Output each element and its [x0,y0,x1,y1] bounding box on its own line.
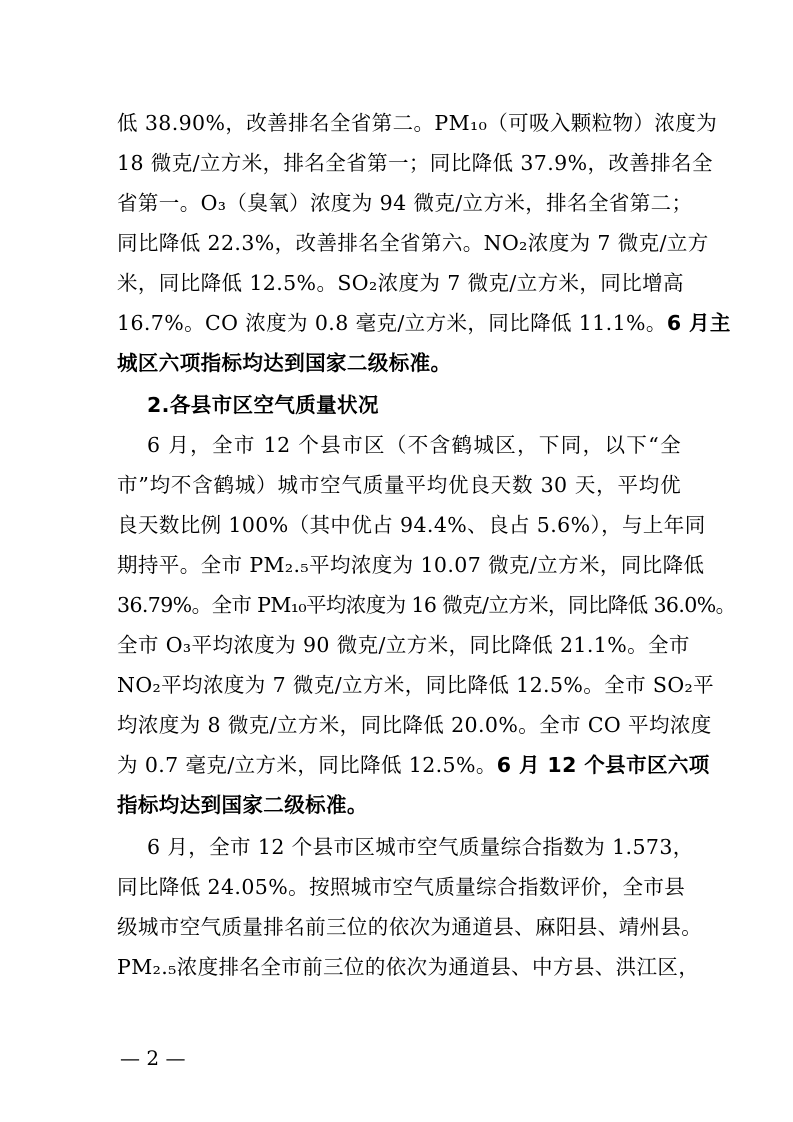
body-line: 36.79%。全市 PM₁₀平均浓度为 16 微克/立方米，同比降低 36.0%。 [117,593,736,617]
body-line: 6 月，全市 12 个县市区城市空气质量综合指数为 1.573， [147,835,694,859]
body-line: 18 微克/立方米，排名全省第一；同比降低 37.9%，改善排名全 [117,151,713,175]
body-line: 期持平。全市 PM₂.₅平均浓度为 10.07 微克/立方米，同比降低 [117,553,705,577]
body-line: 同比降低 24.05%。按照城市空气质量综合指数评价，全市县 [117,875,686,899]
body-line: 均浓度为 8 微克/立方米，同比降低 20.0%。全市 CO 平均浓度 [117,713,712,737]
body-text: 16.7%。CO 浓度为 0.8 毫克/立方米，同比降低 11.1%。 [117,311,667,335]
body-line: 级城市空气质量排名前三位的依次为通道县、麻阳县、靖州县。 [117,915,703,939]
body-line: 低 38.90%，改善排名全省第二。PM₁₀（可吸入颗粒物）浓度为 [117,111,718,135]
bold-conclusion-text: 6 月主 [666,311,731,335]
body-line: 米，同比降低 12.5%。SO₂浓度为 7 微克/立方米，同比增高 [117,271,684,295]
bold-conclusion-line: 指标均达到国家二级标准。 [117,793,368,817]
body-line-mixed [117,745,710,785]
body-line: 全市 O₃平均浓度为 90 微克/立方米，同比降低 21.1%。全市 [117,633,690,657]
body-line: NO₂平均浓度为 7 微克/立方米，同比降低 12.5%。全市 SO₂平 [117,673,715,697]
section-heading: 2.各县市区空气质量状况 [147,393,379,417]
bold-conclusion-line: 城区六项指标均达到国家二级标准。 [117,351,452,375]
body-line: 6 月，全市 12 个县市区（不含鹤城区，下同，以下“全 [147,433,681,457]
body-line-mixed [117,303,731,343]
body-text: 为 0.7 毫克/立方米，同比降低 12.5%。 [117,753,497,777]
body-line: 良天数比例 100%（其中优占 94.4%、良占 5.6%），与上年同 [117,513,706,537]
bold-conclusion-text: 6 月 12 个县市区六项 [496,753,710,777]
body-line: 市”均不含鹤城）城市空气质量平均优良天数 30 天，平均优 [117,473,681,497]
body-line: 同比降低 22.3%，改善排名全省第六。NO₂浓度为 7 微克/立方 [117,231,709,255]
body-line: PM₂.₅浓度排名全市前三位的依次为通道县、中方县、洪江区， [117,955,700,979]
page-number: — 2 — [120,1046,186,1070]
body-line: 省第一。O₃（臭氧）浓度为 94 微克/立方米，排名全省第二； [117,191,693,215]
